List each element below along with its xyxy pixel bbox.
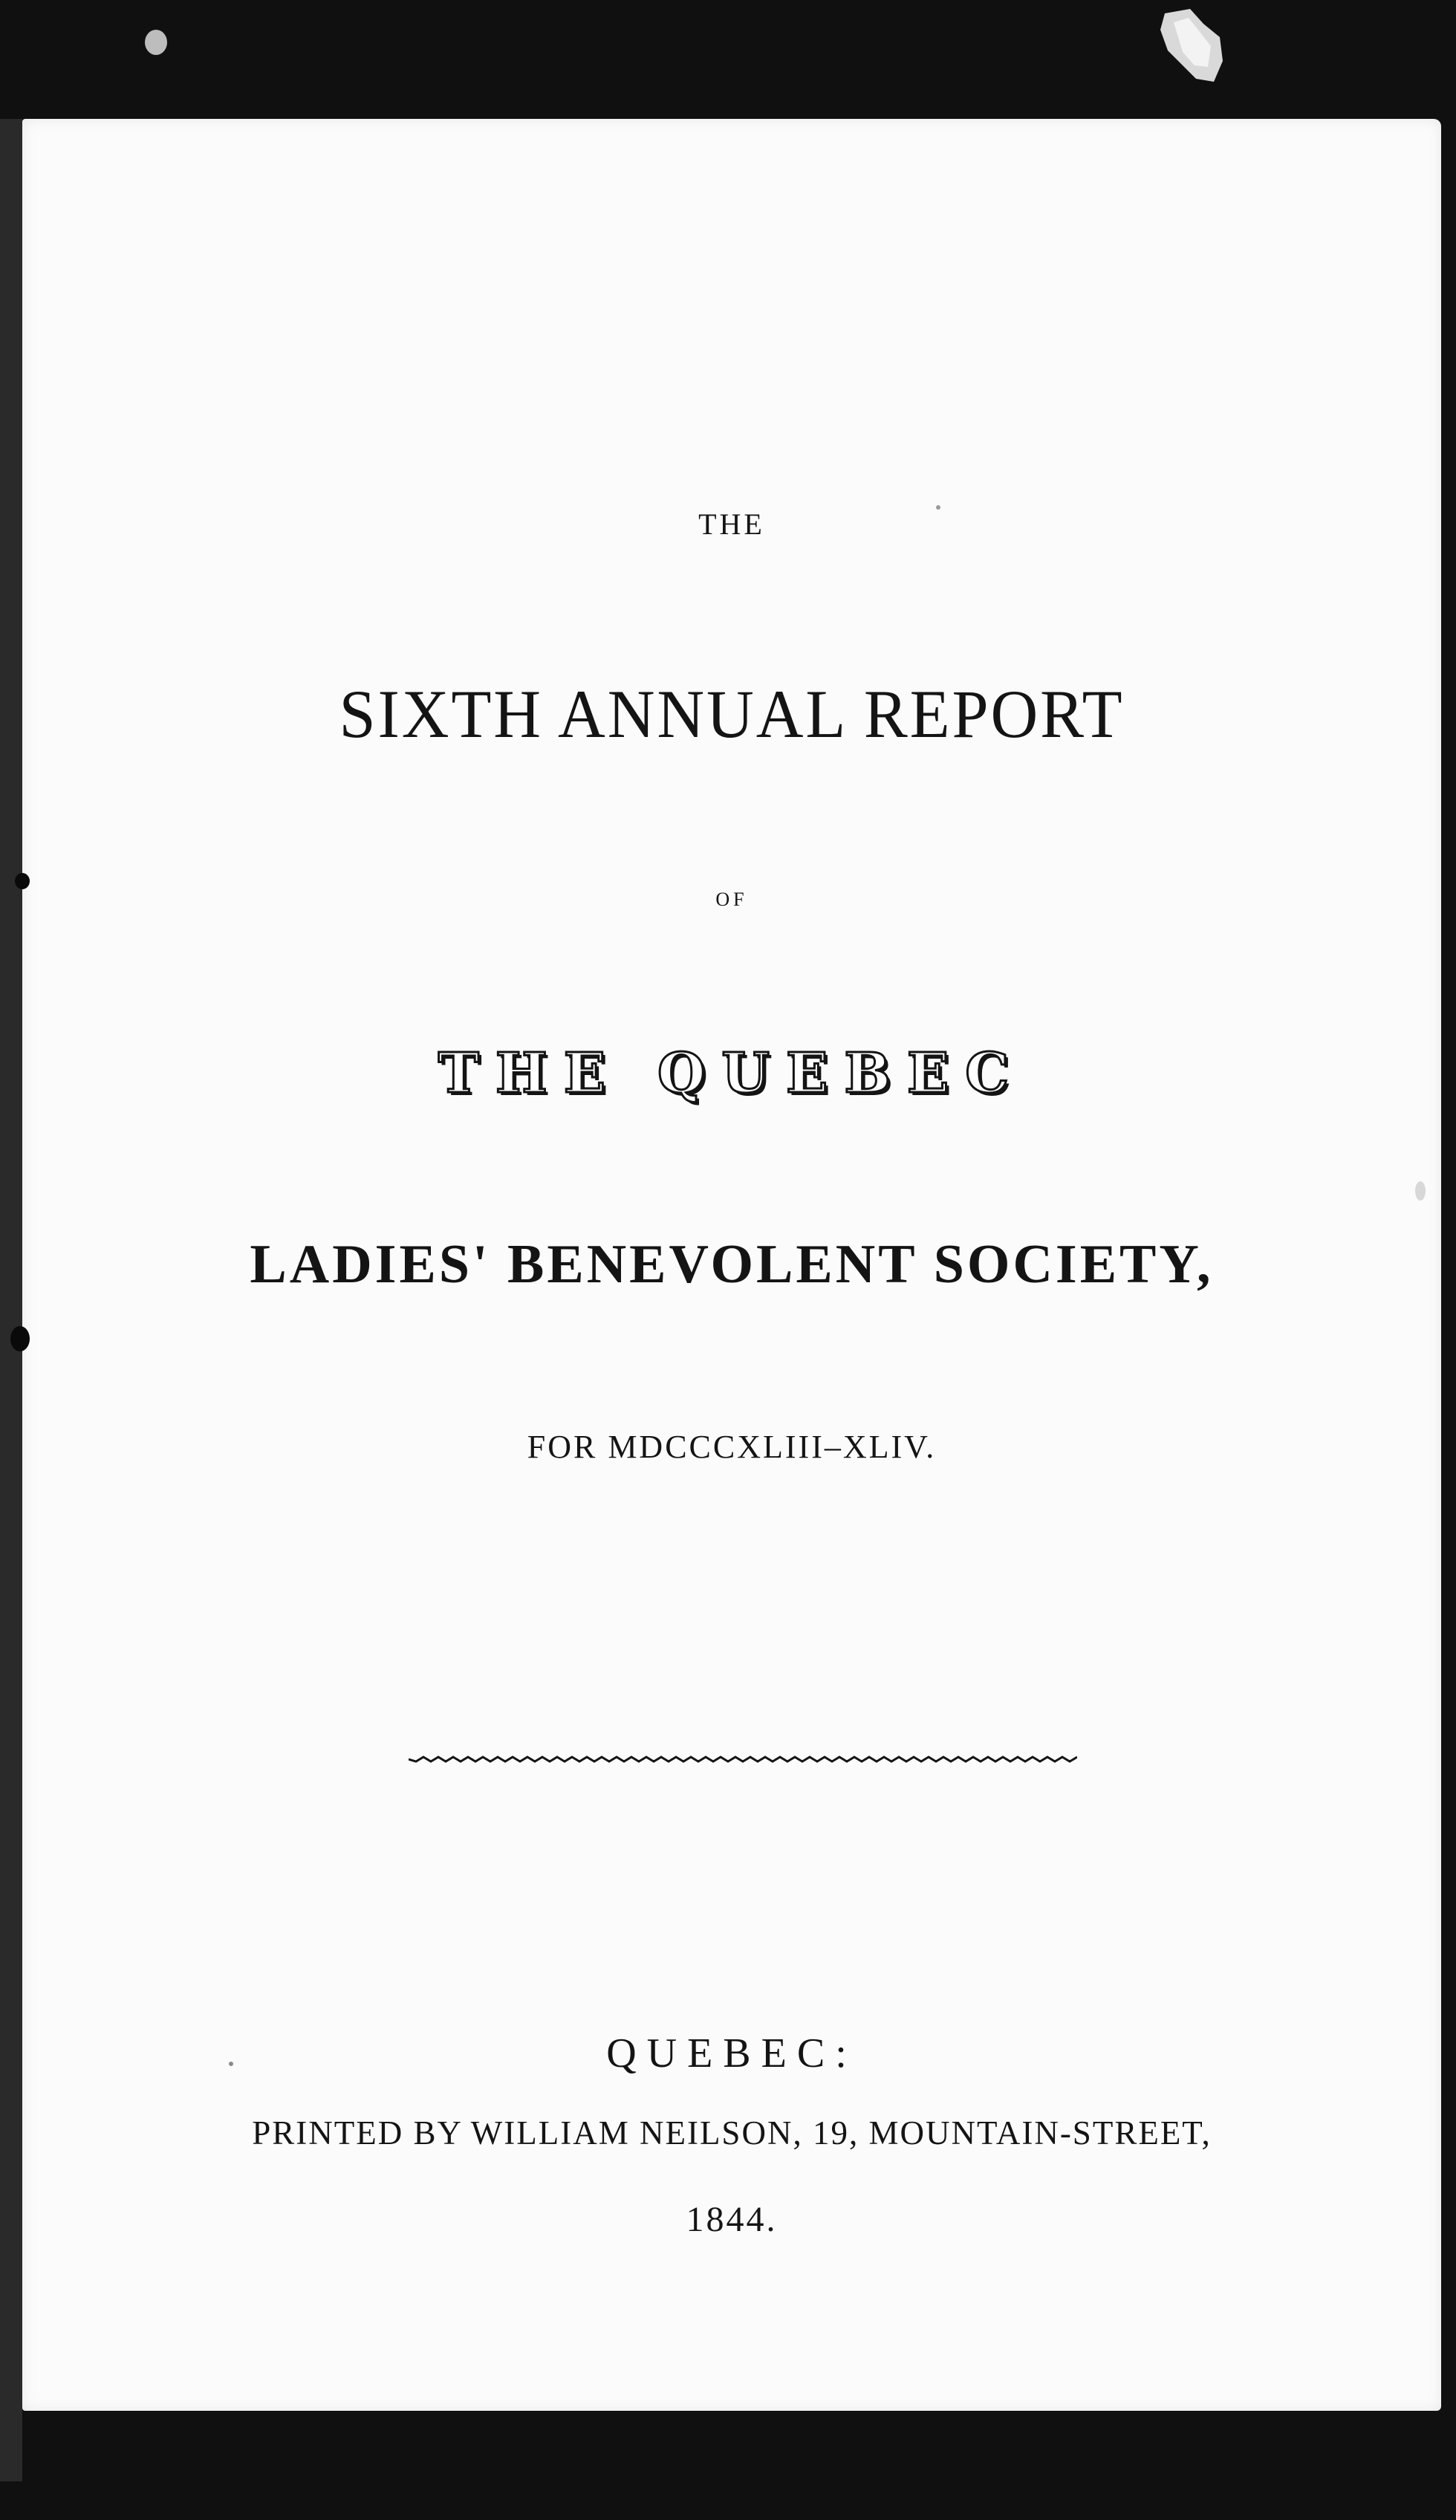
torn-paper-fragment [1151, 7, 1226, 89]
imprint-place: QUEBEC: [606, 2030, 857, 2076]
paper-speck [936, 505, 940, 510]
wavy-rule-divider [409, 1748, 1077, 1770]
organization-name: LADIES' BENEVOLENT SOCIETY, [250, 1234, 1214, 1295]
imprint-year: 1844. [686, 2200, 778, 2239]
title-page [22, 119, 1441, 2411]
title-preposition: OF [715, 889, 748, 910]
binding-mark [10, 1326, 30, 1351]
report-period: FOR MDCCCXLIII–XLIV. [527, 1429, 937, 1465]
binding-edge [0, 119, 22, 2481]
paper-speck [229, 2062, 233, 2066]
imprint-printer: PRINTED BY WILLIAM NEILSON, 19, MOUNTAIN-STREET, [252, 2114, 1212, 2152]
paper-speck [1415, 1181, 1426, 1201]
paper-speck [145, 30, 167, 55]
organization-prefix: THE QUEBEC [438, 1042, 1026, 1105]
title-article: THE [698, 507, 765, 541]
binding-mark [15, 873, 30, 889]
report-title: SIXTH ANNUAL REPORT [339, 676, 1125, 752]
